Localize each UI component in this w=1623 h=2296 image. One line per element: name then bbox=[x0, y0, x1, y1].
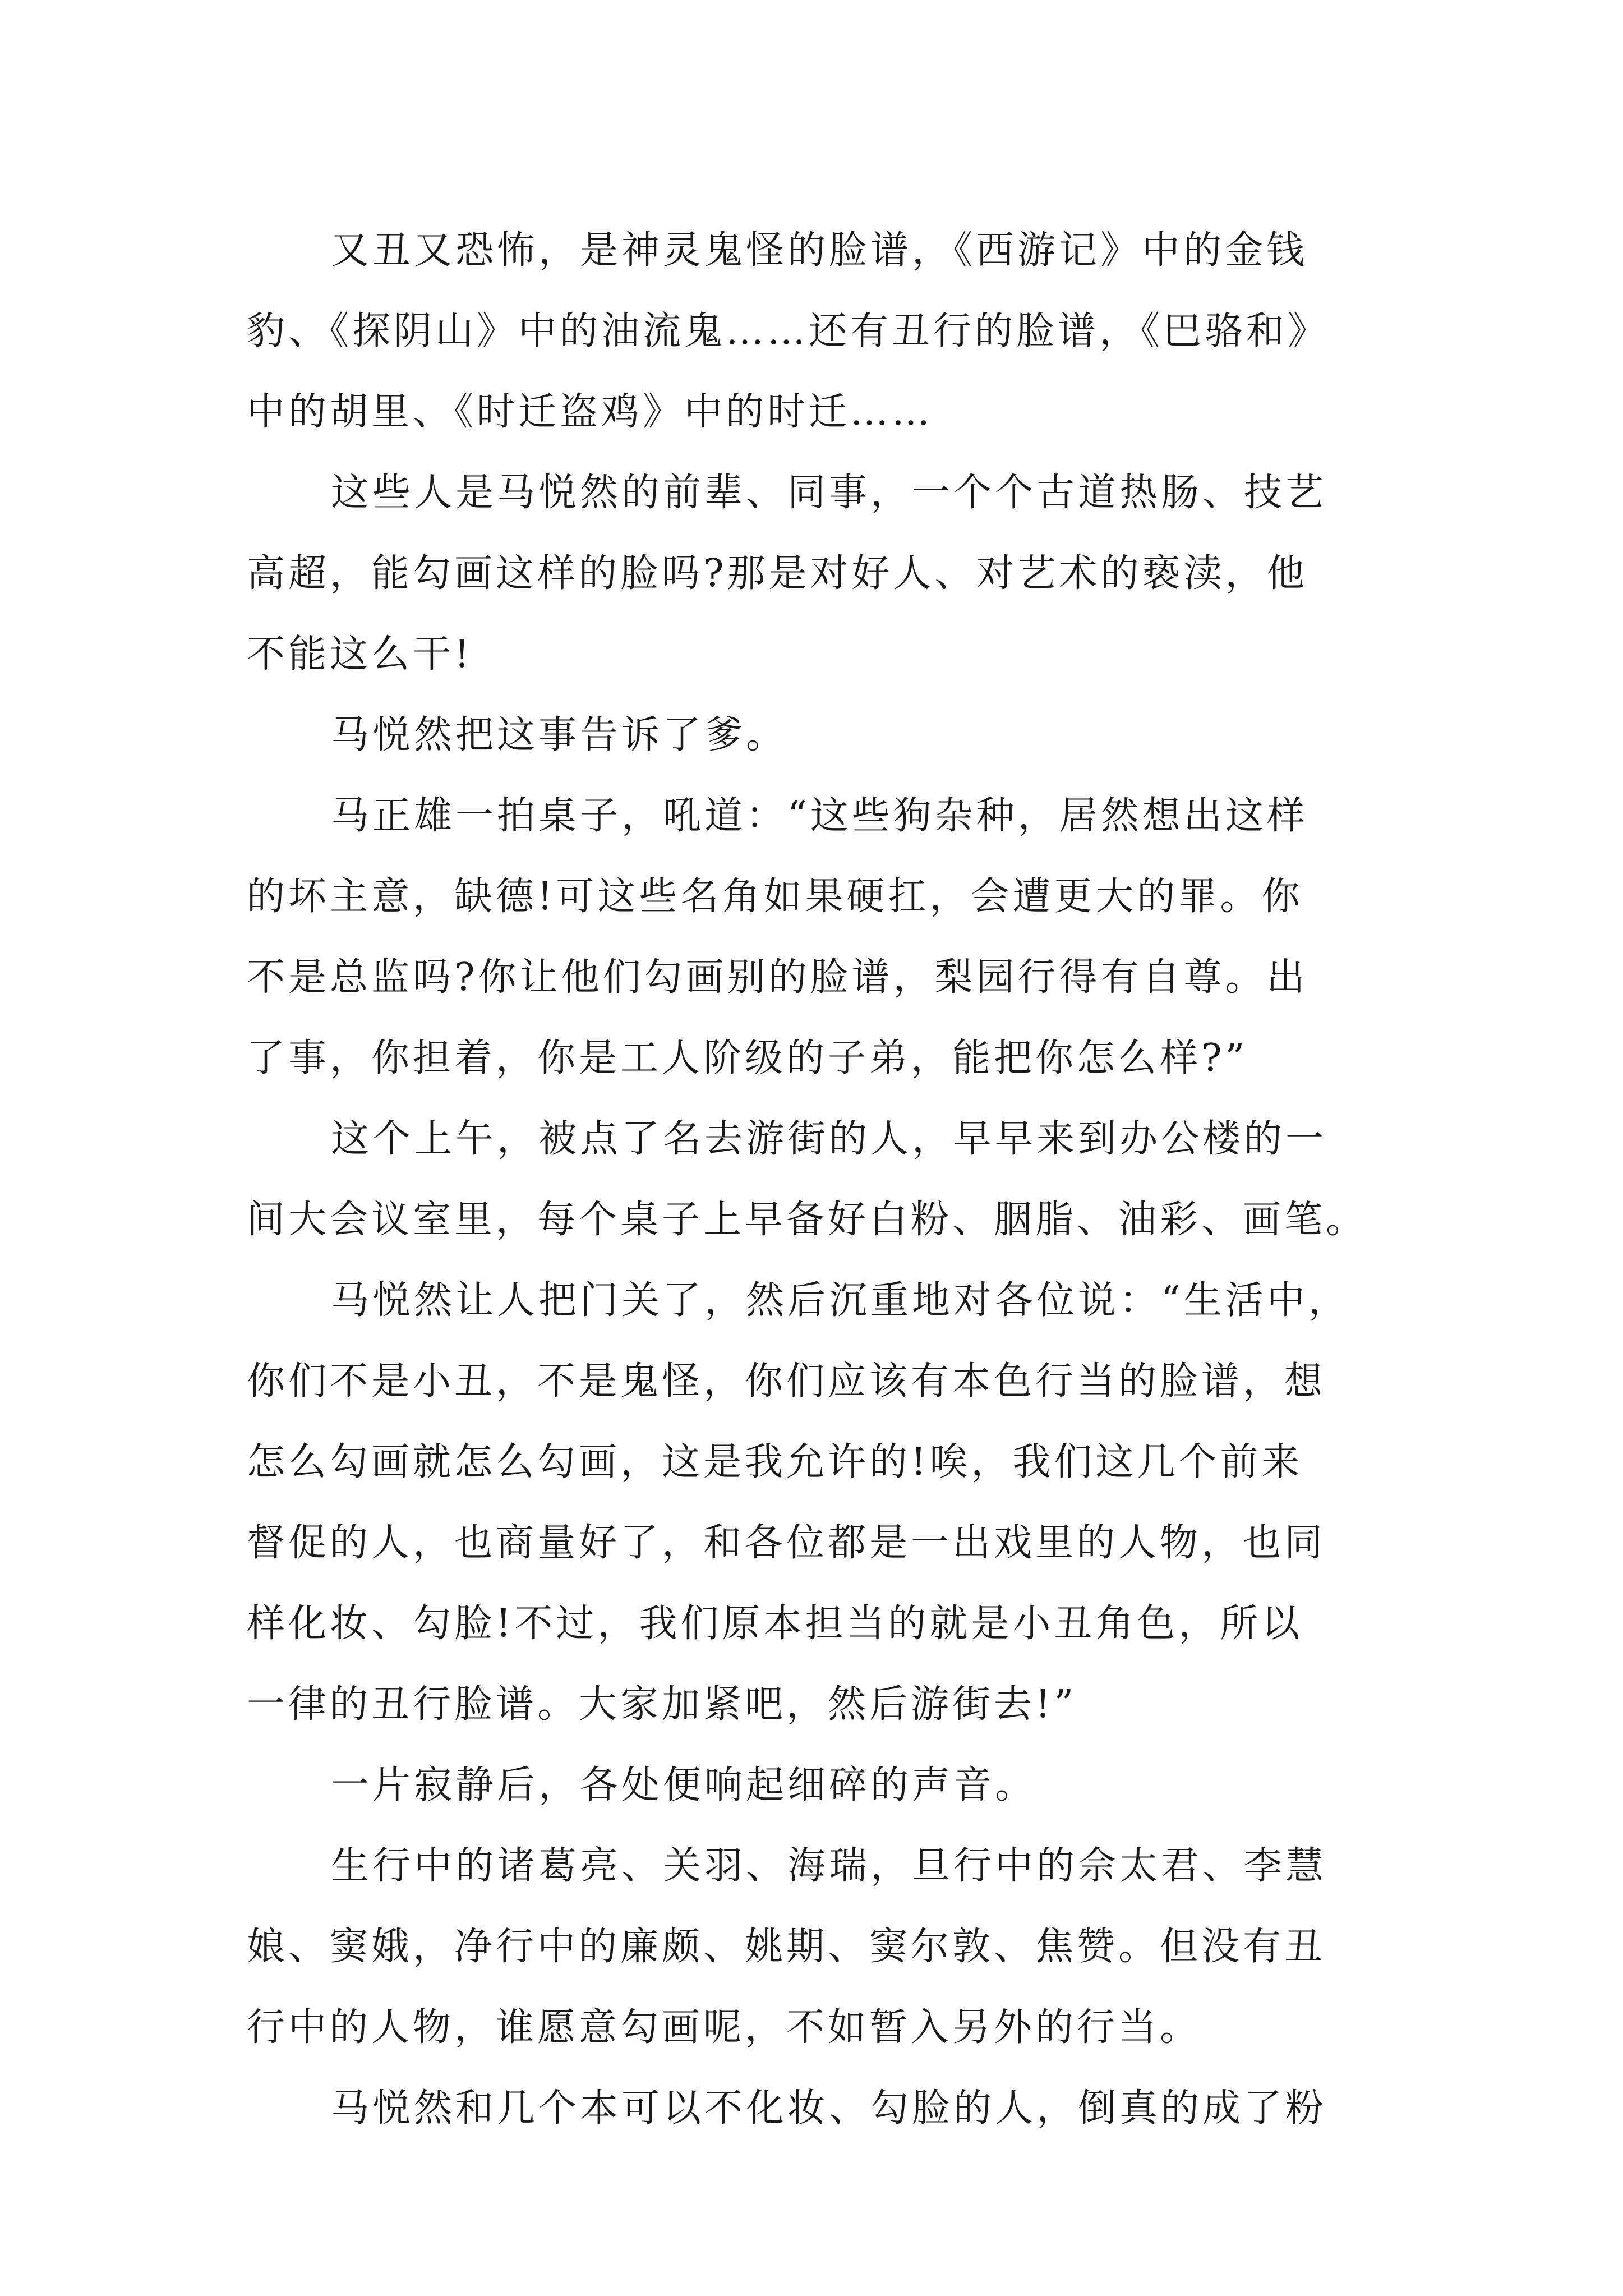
text-line: 样化妆、勾脸!不过，我们原本担当的就是小丑角色，所以 bbox=[247, 1602, 1303, 1646]
text-line: 又丑又恐怖，是神灵鬼怪的脸谱，《西游记》中的金钱 bbox=[331, 228, 1308, 273]
text-line: 不能这么干! bbox=[247, 632, 473, 677]
text-line: 中的胡里、《时迁盗鸡》中的时迁…… bbox=[247, 390, 934, 434]
text-line: 生行中的诸葛亮、关羽、海瑞，旦行中的佘太君、李慧 bbox=[331, 1844, 1327, 1888]
text-line: 的坏主意，缺德!可这些名角如果硬扛，会遭更大的罪。你 bbox=[247, 875, 1303, 919]
text-line: 娘、窦娥，净行中的廉颇、姚期、窦尔敦、焦赞。但没有丑 bbox=[247, 1925, 1326, 1969]
text-line: 间大会议室里，每个桌子上早备好白粉、胭脂、油彩、画笔。 bbox=[247, 1198, 1368, 1242]
text-line: 你们不是小丑，不是鬼怪，你们应该有本色行当的脸谱，想 bbox=[247, 1359, 1326, 1404]
text-line: 这个上午，被点了名去游街的人，早早来到办公楼的一 bbox=[331, 1117, 1327, 1161]
text-line: 豹、《探阴山》中的油流鬼……还有丑行的脸谱，《巴骆和》 bbox=[247, 309, 1330, 353]
text-line: 一律的丑行脸谱。大家加紧吧，然后游街去!” bbox=[247, 1682, 1077, 1727]
text-line: 马悦然和几个本可以不化妆、勾脸的人，倒真的成了粉 bbox=[331, 2086, 1327, 2131]
body-text bbox=[247, 210, 1391, 2149]
text-line: 马悦然让人把门关了，然后沉重地对各位说：“生活中， bbox=[331, 1278, 1350, 1323]
text-line: 一片寂静后，各处便响起细碎的声音。 bbox=[331, 1763, 1037, 1807]
text-line: 怎么勾画就怎么勾画，这是我允许的!唉，我们这几个前来 bbox=[247, 1440, 1303, 1484]
text-line: 行中的人物，谁愿意勾画呢，不如暂入另外的行当。 bbox=[247, 2005, 1202, 2050]
text-line: 不是总监吗?你让他们勾画别的脸谱，梨园行得有自尊。出 bbox=[247, 955, 1308, 1000]
text-line: 督促的人，也商量好了，和各位都是一出戏里的人物，也同 bbox=[247, 1521, 1326, 1565]
text-line: 高超，能勾画这样的脸吗?那是对好人、对艺术的亵渎，他 bbox=[247, 551, 1308, 596]
text-line: 马悦然把这事告诉了爹。 bbox=[331, 713, 788, 757]
text-line: 了事，你担着，你是工人阶级的子弟，能把你怎么样?” bbox=[247, 1036, 1248, 1080]
text-line: 马正雄一拍桌子，吼道：“这些狗杂种，居然想出这样 bbox=[331, 794, 1308, 838]
text-line: 这些人是马悦然的前辈、同事，一个个古道热肠、技艺 bbox=[331, 471, 1327, 515]
